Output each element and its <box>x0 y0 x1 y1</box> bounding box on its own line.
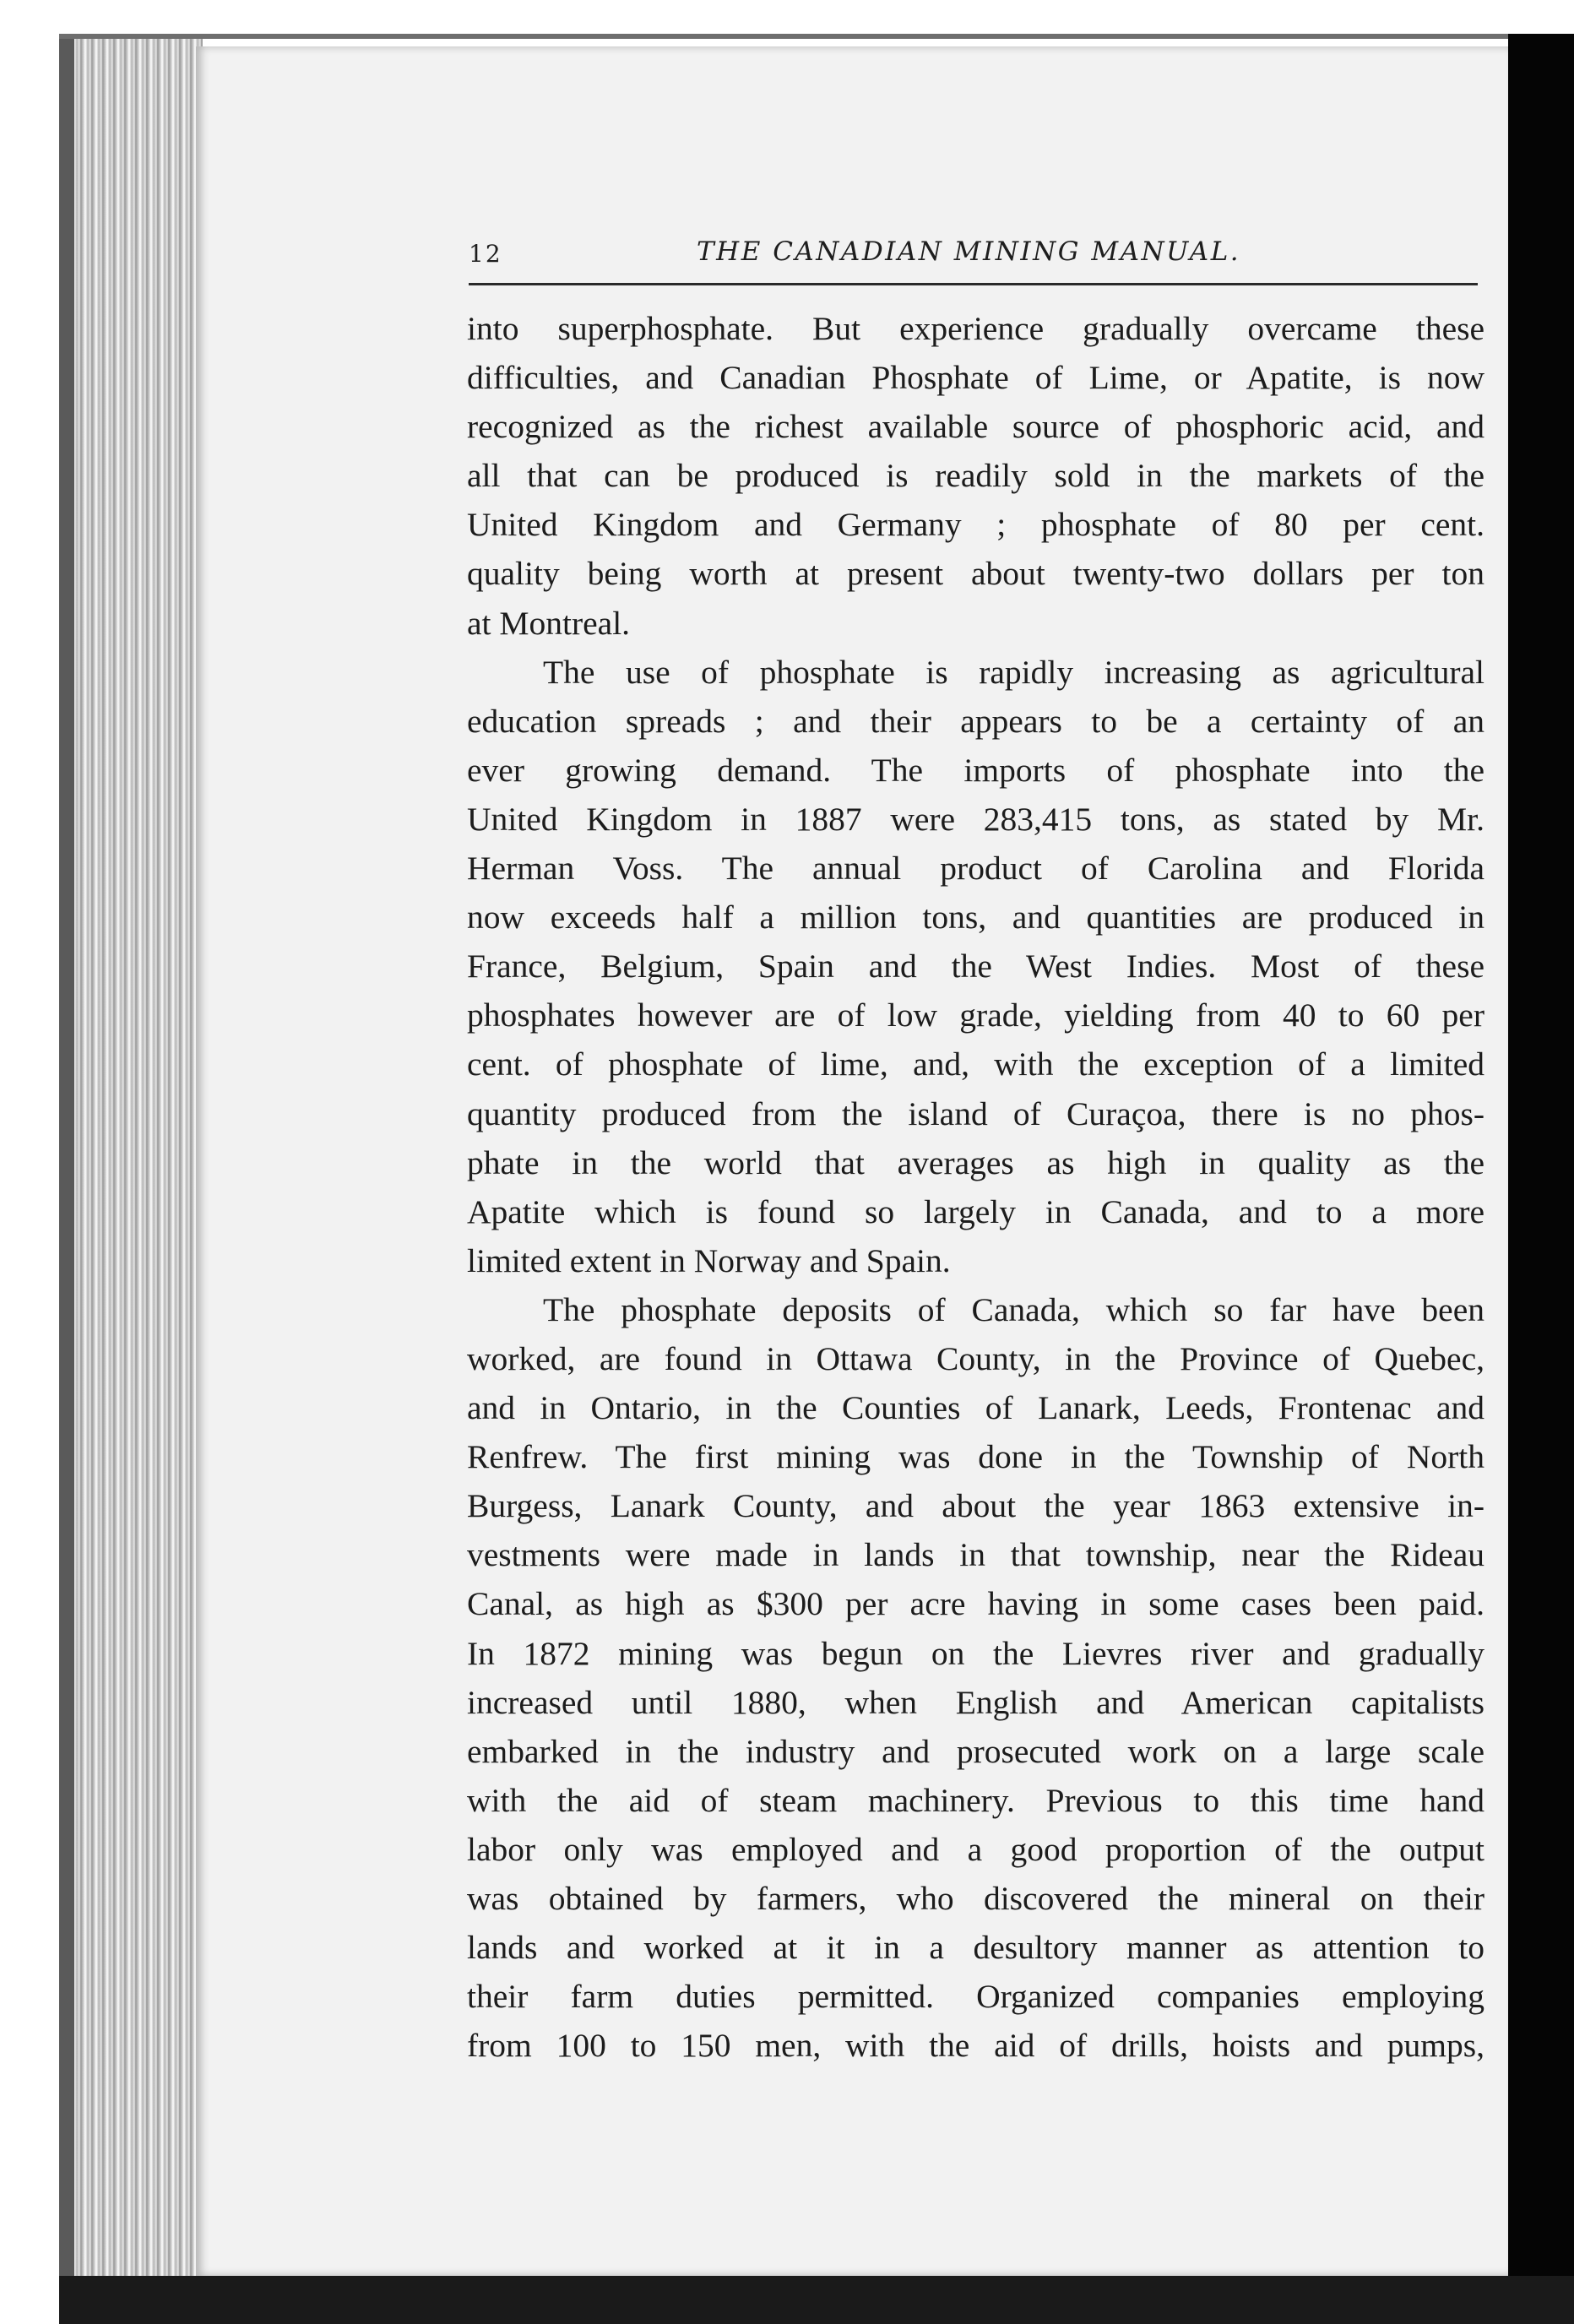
text-line: now exceeds half a million tons, and quantities are produced in <box>467 899 1484 937</box>
bottom-left-margin <box>0 2280 59 2324</box>
text-line: phosphates however are of low grade, yielding from 40 to 60 per <box>467 996 1484 1034</box>
text-line: quality being worth at present about twenty-two dollars per ton <box>467 555 1484 593</box>
text-line: The phosphate deposits of Canada, which so far have been <box>543 1290 1484 1328</box>
left-margin <box>0 34 59 2280</box>
text-line: with the aid of steam machinery. Previous to this time hand <box>467 1781 1484 1819</box>
text-line: cent. of phosphate of lime, and, with the exception of a limited <box>467 1045 1484 1083</box>
text-line: at Montreal. <box>467 604 631 642</box>
text-line: from 100 to 150 men, with the aid of drills, hoists and pumps, <box>467 2027 1484 2065</box>
text-line: into superphosphate. But experience gradually overcame these <box>467 310 1484 347</box>
text-line: education spreads ; and their appears to be a certainty of an <box>467 702 1484 740</box>
page-number: 12 <box>469 240 502 268</box>
text-line: United Kingdom in 1887 were 283,415 tons, as stated by Mr. <box>467 800 1484 838</box>
text-line: vestments were made in lands in that township, near the Rideau <box>467 1536 1484 1574</box>
text-line: Renfrew. The first mining was done in the Township of North <box>467 1438 1484 1476</box>
top-edge-line <box>59 34 1512 39</box>
text-line: and in Ontario, in the Counties of Lanark, Leeds, Frontenac and <box>467 1389 1484 1427</box>
text-line: all that can be produced is readily sold in the markets of the <box>467 457 1484 495</box>
text-line: The use of phosphate is rapidly increasing as agricultural <box>543 653 1484 691</box>
running-title: THE CANADIAN MINING MANUAL. <box>697 236 1241 267</box>
text-line: In 1872 mining was begun on the Lievres river and gradually <box>467 1634 1484 1672</box>
header-rule <box>469 283 1478 285</box>
bottom-dark-margin <box>59 2276 1574 2324</box>
text-line: worked, are found in Ottawa County, in the Province of Quebec, <box>467 1339 1484 1377</box>
right-dark-margin <box>1508 34 1574 2280</box>
text-line: ever growing demand. The imports of phosphate into the <box>467 751 1484 789</box>
body-text <box>467 304 1484 2070</box>
text-line: France, Belgium, Spain and the West Indies. Most of these <box>467 948 1484 986</box>
text-line: Burgess, Lanark County, and about the year 1863 extensive in- <box>467 1487 1484 1525</box>
text-line: quantity produced from the island of Curaçoa, there is no phos- <box>467 1094 1484 1132</box>
text-line: difficulties, and Canadian Phosphate of Lime, or Apatite, is now <box>467 359 1484 397</box>
text-line: their farm duties permitted. Organized companies employing <box>467 1978 1484 2016</box>
text-line: limited extent in Norway and Spain. <box>467 1241 951 1279</box>
text-line: phate in the world that averages as high in quality as the <box>467 1143 1484 1181</box>
text-line: increased until 1880, when English and American capitalists <box>467 1683 1484 1721</box>
book-edge-shadow <box>59 34 74 2280</box>
text-line: Apatite which is found so largely in Canada, and to a more <box>467 1192 1484 1230</box>
running-head <box>469 231 1482 279</box>
text-line: Canal, as high as $300 per acre having in some cases been paid. <box>467 1585 1484 1623</box>
top-margin <box>0 0 1574 34</box>
text-line: labor only was employed and a good proportion of the output <box>467 1830 1484 1868</box>
text-line: Herman Voss. The annual product of Carolina and Florida <box>467 850 1484 888</box>
text-line: was obtained by farmers, who discovered the mineral on their <box>467 1880 1484 1917</box>
page-edges <box>59 34 203 2280</box>
text-line: recognized as the richest available source of phosphoric acid, and <box>467 408 1484 446</box>
text-line: lands and worked at it in a desultory manner as attention to <box>467 1929 1484 1967</box>
text-line: embarked in the industry and prosecuted work on a large scale <box>467 1732 1484 1770</box>
text-line: United Kingdom and Germany ; phosphate of 80 per cent. <box>467 506 1484 544</box>
